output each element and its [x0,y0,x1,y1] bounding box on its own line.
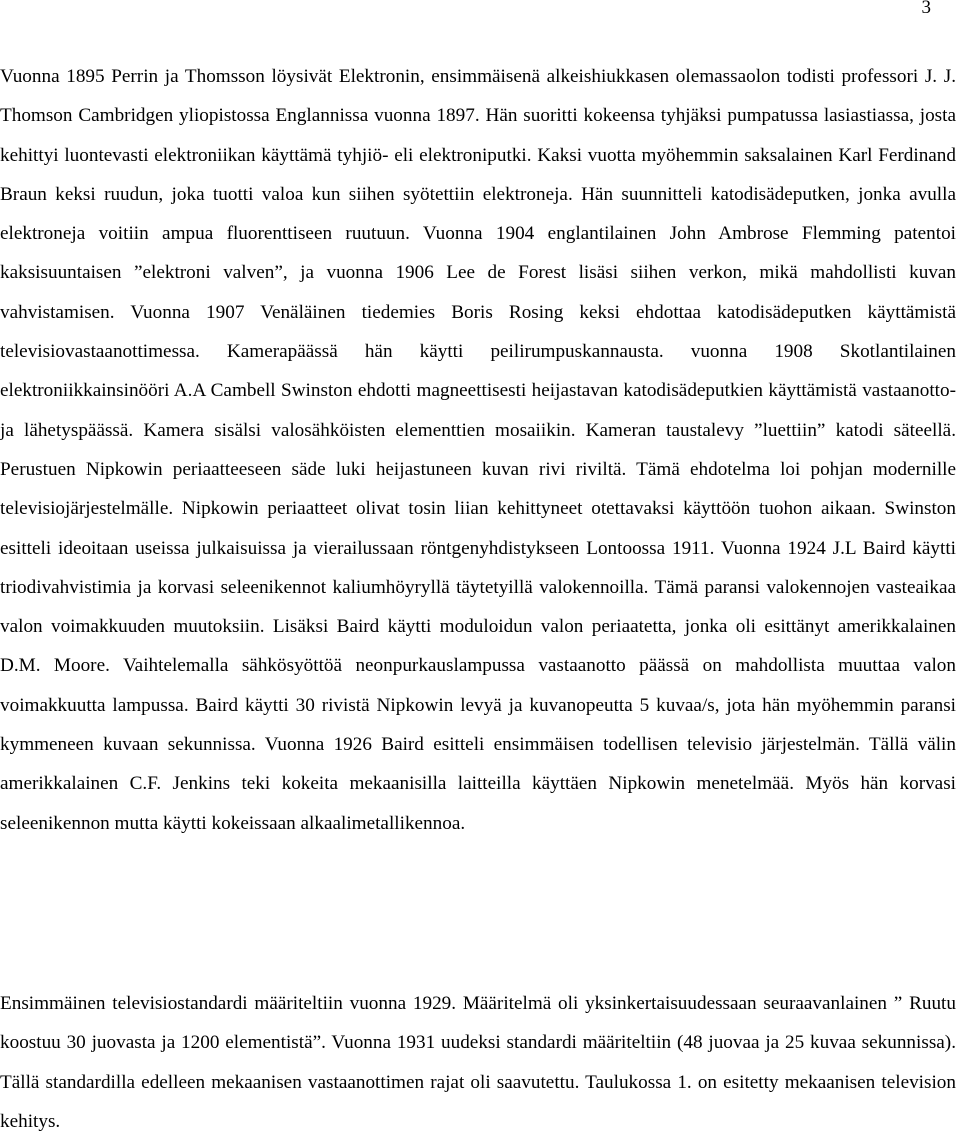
paragraph-television-history: Vuonna 1895 Perrin ja Thomsson löysivät Elektronin, ensimmäisenä alkeishiukkasen olemassaolon todisti professori J. J. Thomson Cambridgen yliopistossa Englannissa vuonna 1897. Hän suoritti kokeensa tyhjäksi pumpatussa lasiastiassa, josta kehittyi luontevasti elektroniikan käyttämä tyhjiö- eli elektroniputki. Kaksi vuotta myöhemmin saksalainen Karl Ferdinand Braun keksi ruudun, joka tuotti valoa kun siihen syötettiin elektroneja. Hän suunnitteli katodisädeputken, jonka avulla elektroneja voitiin ampua fluorenttiseen ruutuun. Vuonna 1904 englantilainen John Ambrose Flemming patentoi kaksisuuntaisen ”elektroni valven”, ja vuonna 1906 Lee de Forest lisäsi siihen verkon, mikä mahdollisti kuvan vahvistamisen. Vuonna 1907 Venäläinen tiedemies Boris Rosing keksi ehdottaa katodisädeputken käyttämistä televisiovastaanottimessa. Kamerapäässä hän käytti peilirumpuskannausta. vuonna 1908 Skotlantilainen elektroniikkainsinööri A.A Cambell Swinston ehdotti magneettisesti heijastavan katodisädeputkien käyttämistä vastaanotto- ja lähetyspäässä. Kamera sisälsi valosähköisten elementtien mosaiikin. Kameran taustalevy ”luettiin” katodi säteellä. Perustuen Nipkowin periaatteeseen säde luki heijastuneen kuvan rivi riviltä. Tämä ehdotelma loi pohjan modernille televisiojärjestelmälle. Nipkowin periaatteet olivat tosin liian kehittyneet otettavaksi käyttöön tuohon aikaan. Swinston esitteli ideoitaan useissa julkaisuissa ja vierailussaan röntgenyhdistykseen Lontoossa 1911. Vuonna 1924 J.L Baird käytti triodivahvistimia ja korvasi seleenikennot kaliumhöyryllä täytetyillä valokennoilla. Tämä paransi valokennojen vasteaikaa valon voimakkuuden muutoksiin. Lisäksi Baird käytti moduloidun valon periaatetta, jonka oli esittänyt amerikkalainen D.M. Moore. Vaihtelemalla sähkösyöttöä neonpurkauslampussa vastaanotto päässä on mahdollista muuttaa valon voimakkuutta lampussa. Baird käytti 30 rivistä Nipkowin levyä ja kuvanopeutta 5 kuvaa/s, jota hän myöhemmin paransi kymmeneen kuvaan sekunnissa. Vuonna 1926 Baird esitteli ensimmäisen todellisen televisio järjestelmän. Tällä välin amerikkalainen C.F. Jenkins teki kokeita mekaanisilla laitteilla käyttäen Nipkowin menetelmää. Myös hän korvasi seleenikennon mutta käytti kokeissaan alkaalimetallikennoa. [0,66,956,834]
page-number: 3 [921,0,931,18]
paragraph-first-tv-standard: Ensimmäinen televisiostandardi määriteltiin vuonna 1929. Määritelmä oli yksinkertaisuudessaan seuraavanlainen ” Ruutu koostuu 30 juovasta ja 1200 elementistä”. Vuonna 1931 uudeksi standardi määriteltiin (48 juovaa ja 25 kuvaa sekunnissa). Tällä standardilla edelleen mekaanisen vastaanottimen rajat oli saavutettu. Taulukossa 1. on esitetty mekaanisen television kehitys. [0,993,956,1132]
